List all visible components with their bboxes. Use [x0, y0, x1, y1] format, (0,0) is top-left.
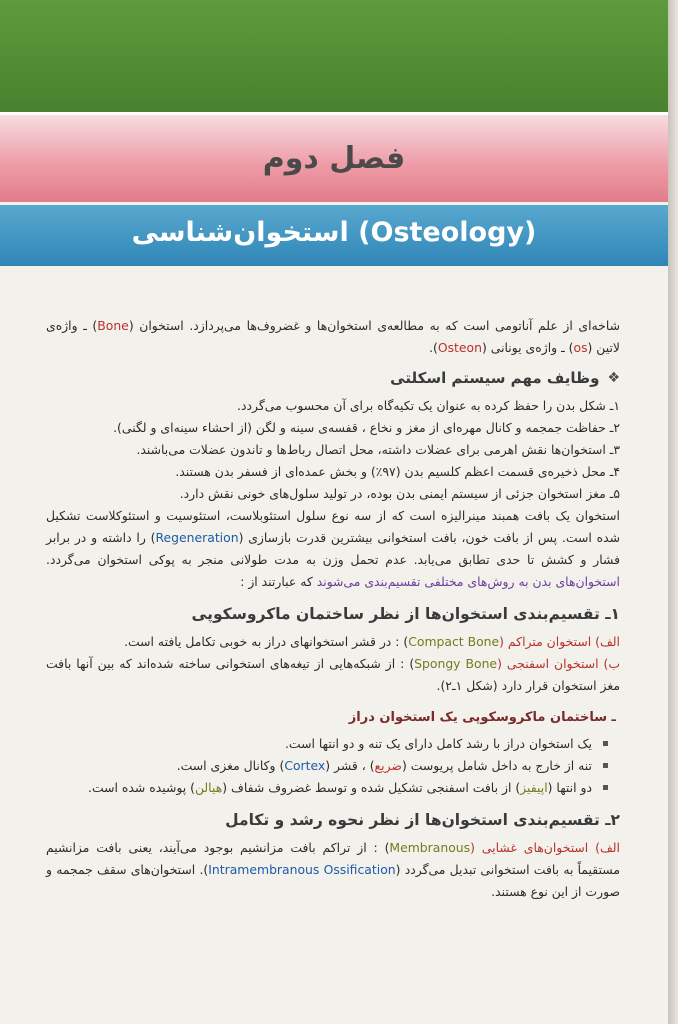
term-compact-bone: Compact Bone	[408, 634, 500, 649]
diamond-bullet-icon: ❖	[607, 370, 620, 386]
intro-text: ).	[429, 340, 438, 355]
item-text: ) پوشیده شده است.	[88, 780, 195, 795]
page-content	[46, 315, 620, 903]
term-bone: Bone	[97, 318, 129, 333]
section-title: استخوان‌شناسی (Osteology)	[131, 217, 537, 248]
paragraph-text: ) را داشته و در برابر فشار و کشش تا حدی تطابق می‌یابد. عدم تحمل وزن به مدت طولانی منجر به پوکی استخوان می‌گردد.	[46, 530, 620, 567]
item-text: ) از بافت اسفنجی تشکیل شده و توسط غضروف شفاف (	[222, 780, 521, 795]
chapter-title: فصل دوم	[262, 141, 406, 176]
item-text: ) : از شبکه‌هایی از تیغه‌های استخوانی ساخته شده‌اند که بین آنها بافت مغز استخوان قرار دارد (شکل ۱ـ۲).	[46, 656, 620, 693]
intro-text: ) ـ واژه‌ی یونانی (	[481, 340, 574, 355]
function-item: ۳ـ استخوان‌ها نقش اهرمی برای عضلات داشته، محل اتصال رباط‌ها و تاندون عضلات می‌باشند.	[136, 442, 620, 457]
term-membranous: Membranous	[389, 840, 471, 855]
term-osteon: Osteon	[437, 340, 482, 355]
item-text: ) ، قشر (	[325, 758, 375, 773]
paragraph-text: استخوان یک بافت همبند مینرالیزه است که از سه نوع سلول استئوبلاست، استئوسیت و استئوکلاست تشکیل شده است. پس از بافت خون، بافت استخوانی بیشترین قدرت بازسازی (	[46, 508, 620, 545]
list-item	[46, 777, 620, 799]
function-item: ۱ـ شکل بدن را حفظ کرده به عنوان یک تکیه‌گاه برای آن محسوب می‌گردد.	[237, 398, 620, 413]
membranous-bone-item	[46, 837, 620, 903]
item-text: دو انتها (	[547, 780, 592, 795]
spongy-bone-item	[46, 653, 620, 697]
item-text: ) : از تراکم بافت مزانشیم بوجود می‌آیند، یعنی بافت مزانشیم مستقیماً به بافت استخوانی تبدیل می‌گردد (	[46, 840, 620, 877]
bone-tissue-paragraph	[46, 505, 620, 593]
term-os: os	[573, 340, 588, 355]
function-item: ۴ـ محل ذخیره‌ی قسمت اعظم کلسیم بدن (۹۷٪) و بخش عمده‌ای از فسفر بدن هستند.	[175, 464, 620, 479]
long-bone-list	[46, 733, 620, 799]
intro-text: شاخه‌ای از علم آناتومی است که به مطالعه‌ی استخوان‌ها و غضروف‌ها می‌پردازد. استخوان (	[128, 318, 620, 333]
item-text: ) وکانال مغزی است.	[176, 758, 285, 773]
function-item: ۵ـ مغز استخوان جزئی از سیستم ایمنی بدن بوده، در تولید سلول‌های خونی نقش دارد.	[179, 486, 620, 501]
function-item: ۲ـ حفاظت جمجمه و کانال مهره‌ای از مغز و نخاع ، قفسه‌ی سینه و لگن (از احشاء سینه‌ای و لگنی).	[113, 420, 620, 435]
item-text: تنه از خارج به داخل شامل پریوست (	[401, 758, 592, 773]
section-banner	[0, 202, 668, 266]
section-2-heading: ۲ـ تقسیم‌بندی استخوان‌ها از نظر نحوه رشد و تکامل	[225, 811, 620, 829]
list-item	[46, 755, 620, 777]
highlighted-text: استخوان‌های بدن به روش‌های مختلفی تقسیم‌بندی می‌شوند	[316, 574, 620, 589]
term-regeneration: Regeneration	[155, 530, 239, 545]
intro-text: ) ـ واژه‌ی لاتین (	[46, 318, 620, 355]
term-cortex: Cortex	[284, 758, 326, 773]
functions-heading-text: وظایف مهم سیستم اسکلتی	[390, 369, 600, 387]
list-item: یک استخوان دراز با رشد کامل دارای یک تنه و دو انتها است.	[46, 733, 620, 755]
section-1-heading: ۱ـ تقسیم‌بندی استخوان‌ها از نظر ساختمان ماکروسکوپی	[191, 605, 620, 623]
item-label: الف) استخوان متراکم (	[499, 634, 620, 649]
paragraph-text: که عبارتند از :	[240, 574, 317, 589]
long-bone-subheading: ـ ساختمان ماکروسکوپی یک استخوان دراز	[348, 710, 616, 725]
item-text: ) : در قشر استخوانهای دراز به خوبی تکامل یافته است.	[124, 634, 409, 649]
page-edge	[668, 0, 678, 1024]
item-label: ب) استخوان اسفنجی (	[497, 656, 621, 671]
term-hyaline: هیالن	[194, 780, 223, 795]
functions-heading	[46, 367, 620, 389]
term-epiphysis: اپیفیز	[520, 780, 548, 795]
green-header-band	[0, 0, 668, 112]
term-periosteum: ضریع	[374, 758, 402, 773]
compact-bone-item	[46, 631, 620, 653]
item-text: ). استخوان‌های سقف جمجمه و صورت از این نوع هستند.	[46, 862, 620, 899]
term-spongy-bone: Spongy Bone	[414, 656, 498, 671]
chapter-banner	[0, 112, 668, 202]
intro-paragraph	[46, 315, 620, 359]
item-label: الف) استخوان‌های غشایی (	[470, 840, 620, 855]
term-intramembranous-ossification: Intramembranous Ossification	[208, 862, 396, 877]
